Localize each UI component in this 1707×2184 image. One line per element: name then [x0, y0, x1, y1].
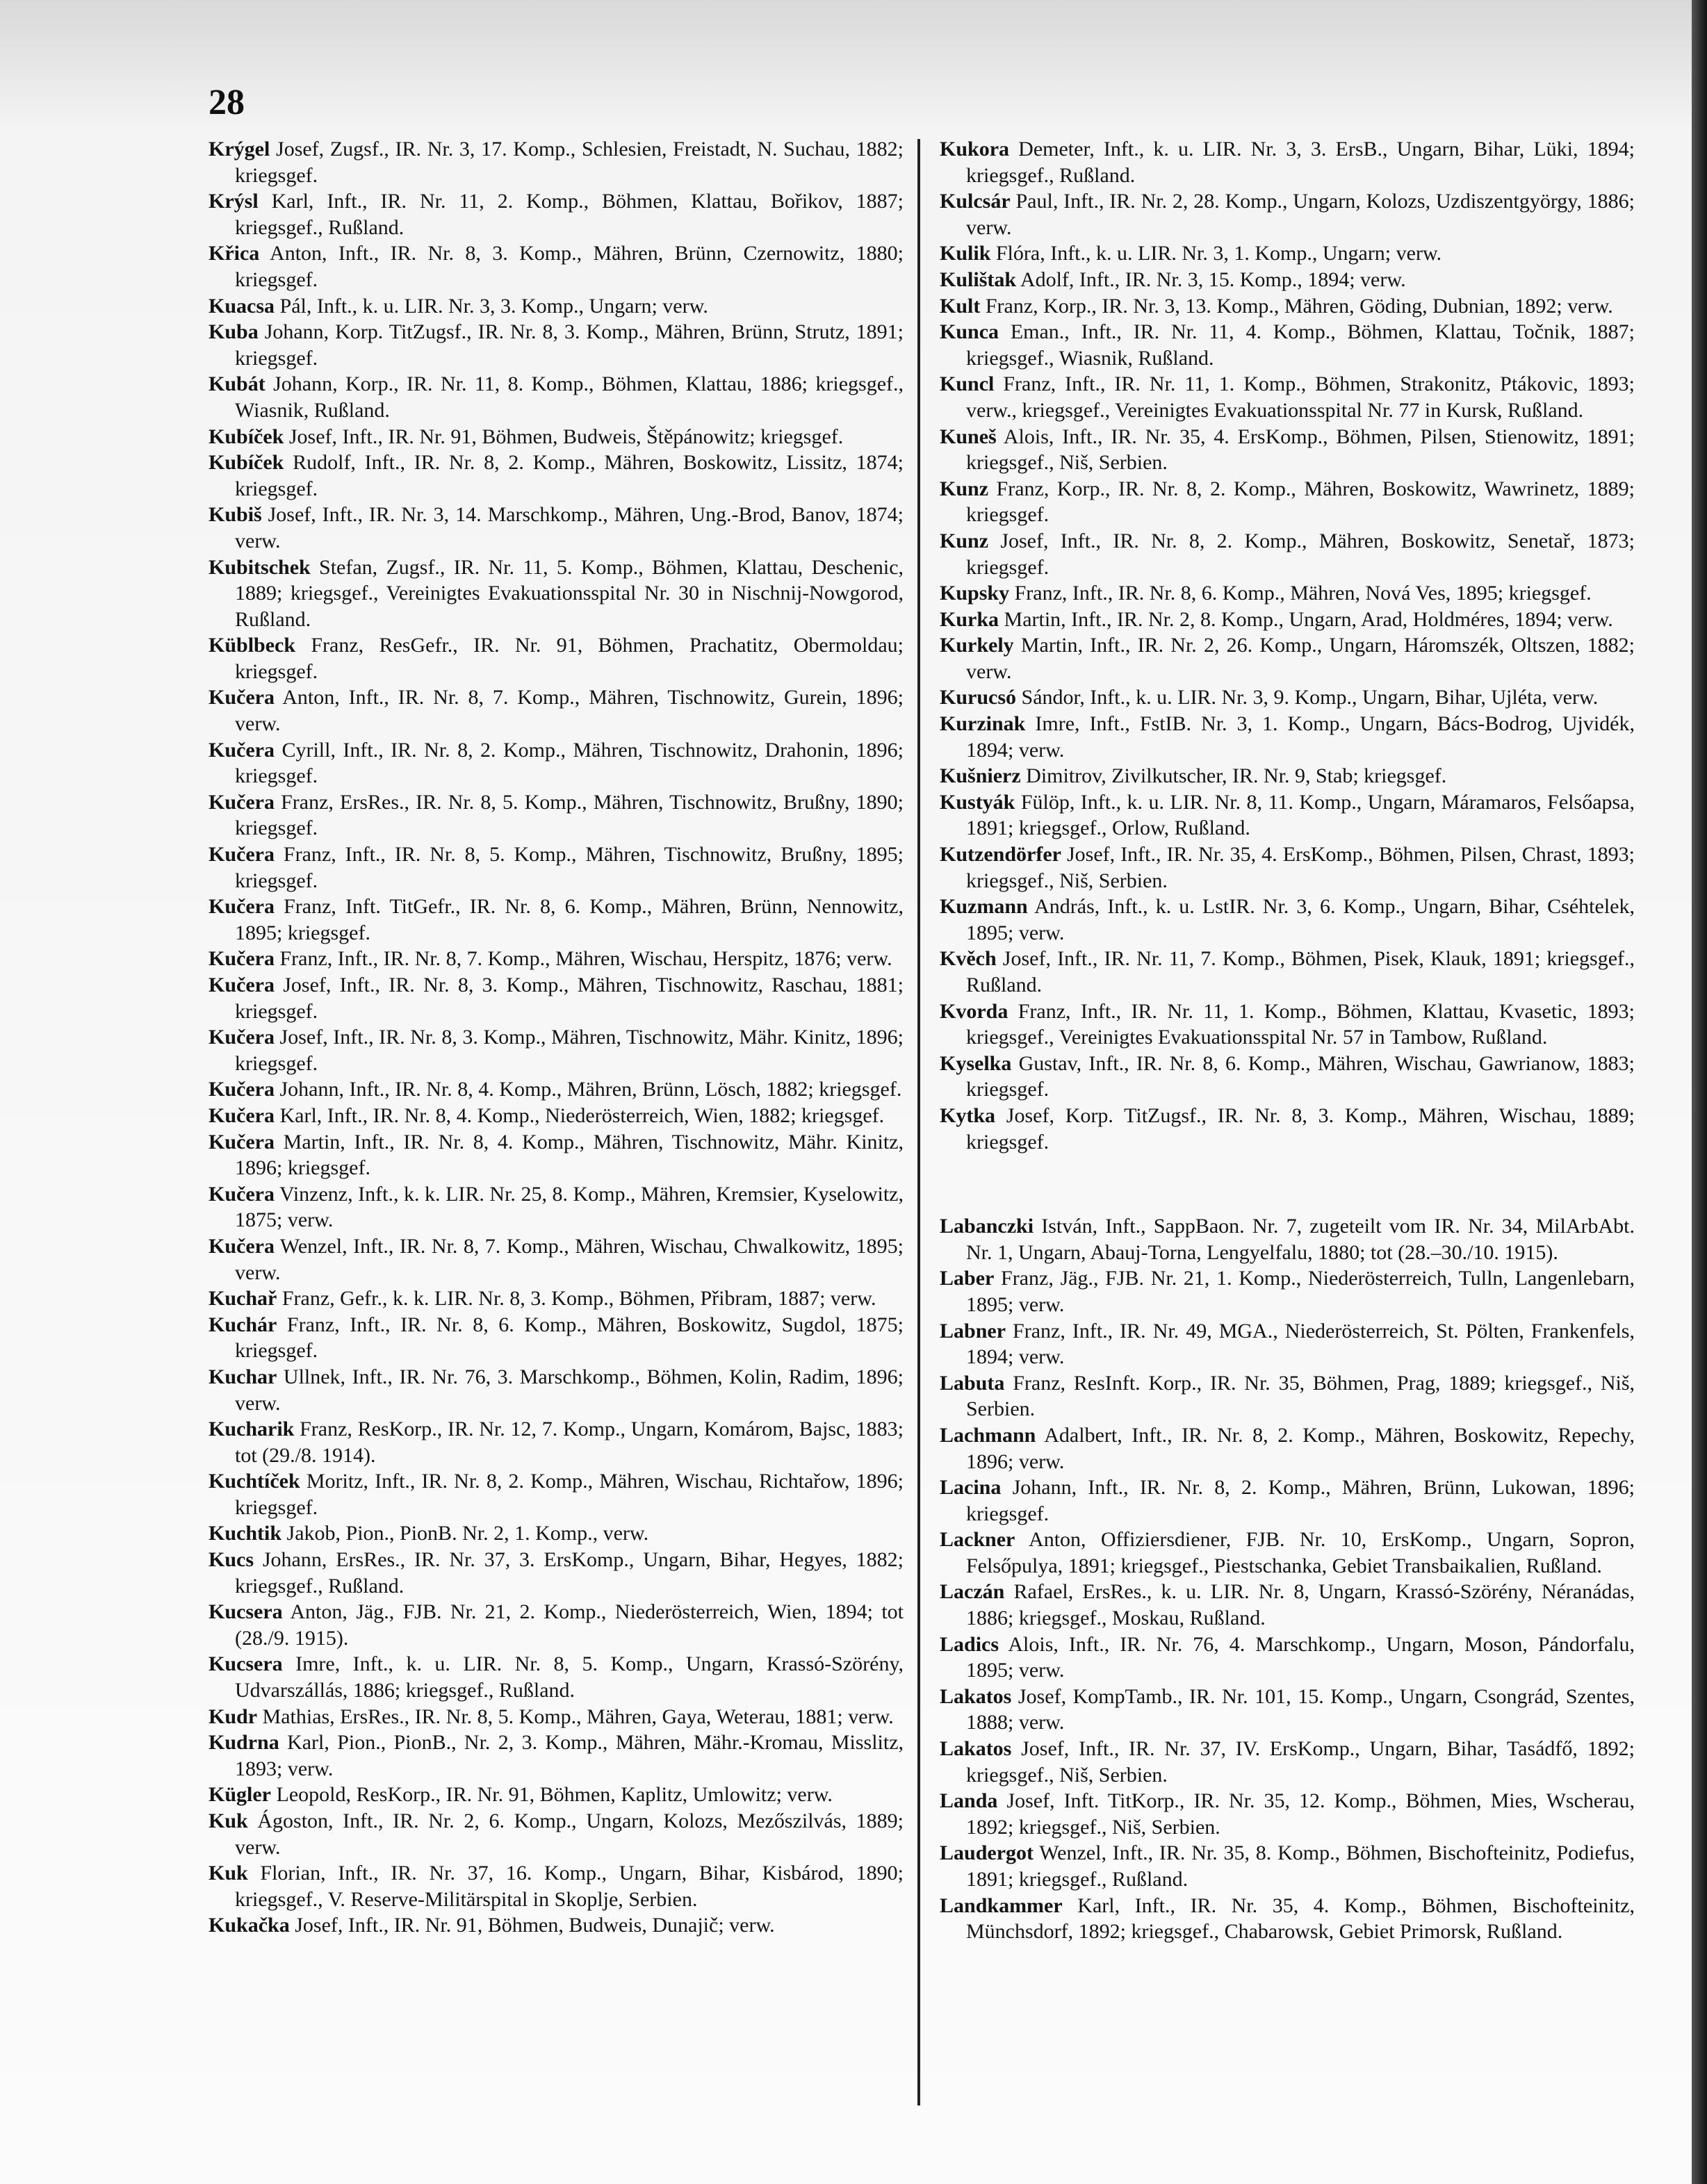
register-entry	[940, 607, 1635, 633]
entry-surname: Kučera	[209, 738, 275, 762]
entry-details: Franz, Inft., IR. Nr. 11, 1. Komp., Böhmen, Klattau, Kvasetic, 1893; kriegsgef., Vereinigtes Evakuationsspital Nr. 57 in Tambow, Rußland.	[966, 999, 1635, 1049]
entry-surname: Kunca	[940, 320, 999, 344]
register-entry	[940, 267, 1635, 293]
entry-details: Adalbert, Inft., IR. Nr. 8, 2. Komp., Mähren, Boskowitz, Repechy, 1896; verw.	[966, 1423, 1635, 1473]
register-entry	[209, 1651, 904, 1703]
register-entry	[209, 502, 904, 554]
register-entry	[209, 632, 904, 684]
entry-details: Franz, Inft., IR. Nr. 8, 6. Komp., Mähren, Boskowitz, Sugdol, 1875; kriegsgef.	[235, 1313, 904, 1363]
entry-details: Franz, Inft., IR. Nr. 8, 6. Komp., Mähren, Nová Ves, 1895; kriegsgef.	[1014, 582, 1592, 605]
register-entry	[209, 1912, 904, 1939]
entry-details: Franz, Korp., IR. Nr. 3, 13. Komp., Mähren, Göding, Dubnian, 1892; verw.	[985, 294, 1613, 318]
entry-surname: Kupsky	[940, 582, 1010, 605]
entry-surname: Kvorda	[940, 999, 1008, 1023]
register-entry	[209, 293, 904, 320]
entry-surname: Kubíček	[209, 451, 284, 475]
register-entry	[940, 424, 1635, 476]
entry-details: Franz, Inft., IR. Nr. 11, 1. Komp., Böhmen, Strakonitz, Ptákovic, 1893; verw., kriegsgef., Vereinigtes Evakuationsspital Nr. 77 in Kursk, Rußland.	[966, 372, 1635, 422]
entry-surname: Kulištak	[940, 268, 1017, 291]
register-entry	[209, 136, 904, 188]
entry-surname: Labanczki	[940, 1215, 1034, 1238]
entry-details: Moritz, Inft., IR. Nr. 8, 2. Komp., Mähren, Wischau, Richtařow, 1896; kriegsgef.	[235, 1470, 904, 1519]
entry-details: Pál, Inft., k. u. LIR. Nr. 3, 3. Komp., Ungarn; verw.	[279, 294, 708, 318]
entry-details: Jakob, Pion., PionB. Nr. 2, 1. Komp., verw.	[286, 1522, 649, 1545]
register-entry	[940, 1893, 1635, 1945]
register-entry	[209, 894, 904, 946]
register-entry	[209, 1860, 904, 1912]
entry-details: Anton, Offiziersdiener, FJB. Nr. 10, ErsKomp., Ungarn, Sopron, Felsőpulya, 1891; kriegsgef., Piestschanka, Gebiet Transbaikalien, Rußland.	[966, 1528, 1635, 1577]
register-entry	[940, 999, 1635, 1051]
register-entry	[209, 1181, 904, 1233]
entry-surname: Kuba	[209, 320, 259, 344]
entry-surname: Kyselka	[940, 1051, 1012, 1075]
register-entry	[209, 972, 904, 1024]
entry-surname: Kušnierz	[940, 764, 1021, 788]
register-entry	[209, 1468, 904, 1520]
entry-details: Franz, Inft., IR. Nr. 8, 7. Komp., Mähren, Wischau, Herspitz, 1876; verw.	[279, 947, 892, 971]
register-entry	[940, 1213, 1635, 1265]
entry-details: Anton, Inft., IR. Nr. 8, 7. Komp., Mähren, Tischnowitz, Gurein, 1896; verw.	[235, 686, 904, 736]
register-entry	[940, 1632, 1635, 1684]
left-column	[209, 136, 904, 2137]
entry-surname: Kučera	[209, 1026, 275, 1049]
register-entry	[940, 188, 1635, 240]
register-entry	[209, 424, 904, 450]
register-entry	[209, 450, 904, 502]
entry-details: Sándor, Inft., k. u. LIR. Nr. 3, 9. Komp., Ungarn, Bihar, Ujléta, verw.	[1021, 686, 1599, 709]
register-entry	[209, 1547, 904, 1599]
entry-surname: Krýgel	[209, 138, 270, 161]
entry-surname: Labner	[940, 1319, 1006, 1343]
register-entry	[940, 580, 1635, 607]
entry-details: Paul, Inft., IR. Nr. 2, 28. Komp., Ungarn, Kolozs, Uzdiszentgyörgy, 1886; verw.	[966, 190, 1635, 239]
entry-surname: Kustyák	[940, 790, 1015, 814]
entry-details: Franz, Inft. TitGefr., IR. Nr. 8, 6. Komp., Mähren, Brünn, Nennowitz, 1895; kriegsgef.	[235, 895, 904, 944]
register-entry	[940, 319, 1635, 371]
entry-details: Josef, Inft., IR. Nr. 11, 7. Komp., Böhmen, Pisek, Klauk, 1891; kriegsgef., Rußland.	[966, 947, 1635, 996]
entry-details: Vinzenz, Inft., k. k. LIR. Nr. 25, 8. Komp., Mähren, Kremsier, Kyselowitz, 1875; verw.	[235, 1182, 904, 1232]
entry-details: Karl, Pion., PionB., Nr. 2, 3. Komp., Mähren, Mähr.-Kromau, Misslitz, 1893; verw.	[235, 1731, 904, 1780]
register-entry	[940, 240, 1635, 267]
entry-surname: Kučera	[209, 1234, 275, 1258]
register-entry	[940, 136, 1635, 188]
entry-details: Franz, ResKorp., IR. Nr. 12, 7. Komp., Ungarn, Komárom, Bajsc, 1883; tot (29./8. 1914).	[235, 1418, 904, 1467]
entry-details: Anton, Inft., IR. Nr. 8, 3. Komp., Mähren, Brünn, Czernowitz, 1880; kriegsgef.	[235, 242, 904, 291]
entry-surname: Kvěch	[940, 947, 997, 971]
entry-details: Josef, Inft., IR. Nr. 8, 3. Komp., Mähren, Tischnowitz, Raschau, 1881; kriegsgef.	[235, 974, 904, 1023]
entry-surname: Lacina	[940, 1476, 1002, 1500]
entry-surname: Kučera	[209, 947, 275, 971]
entry-surname: Kurka	[940, 607, 999, 631]
register-entry	[940, 1840, 1635, 1892]
entry-details: Leopold, ResKorp., IR. Nr. 91, Böhmen, Kaplitz, Umlowitz; verw.	[276, 1783, 833, 1807]
entry-surname: Laczán	[940, 1580, 1005, 1604]
entry-details: Alois, Inft., IR. Nr. 35, 4. ErsKomp., Böhmen, Pilsen, Stienowitz, 1891; kriegsgef., Niš, Serbien.	[966, 425, 1635, 475]
register-entry	[940, 1788, 1635, 1840]
register-entry	[940, 371, 1635, 423]
register-entry	[940, 763, 1635, 789]
entry-surname: Kuneš	[940, 425, 997, 448]
register-entry	[940, 789, 1635, 841]
entry-details: Wenzel, Inft., IR. Nr. 35, 8. Komp., Böhmen, Bischofteinitz, Podiefus, 1891; kriegsgef., Rußland.	[966, 1841, 1635, 1891]
entry-details: Franz, Korp., IR. Nr. 8, 2. Komp., Mähren, Boskowitz, Wawrinetz, 1889; kriegsgef.	[966, 477, 1635, 527]
register-entry	[940, 1736, 1635, 1788]
entry-details: Fülöp, Inft., k. u. LIR. Nr. 8, 11. Komp., Ungarn, Máramaros, Felsőapsa, 1891; kriegsgef., Orlow, Rußland.	[966, 790, 1635, 840]
entry-details: Karl, Inft., IR. Nr. 35, 4. Komp., Böhmen, Bischofteinitz, Münchsdorf, 1892; kriegsgef., Chabarowsk, Gebiet Primorsk, Rußland.	[966, 1894, 1635, 1944]
register-entry	[209, 188, 904, 240]
entry-surname: Labuta	[940, 1371, 1005, 1395]
register-entry	[209, 789, 904, 841]
entry-surname: Kurucsó	[940, 686, 1017, 709]
page-number: 28	[209, 83, 245, 122]
entry-details: Imre, Inft., FstIB. Nr. 3, 1. Komp., Ungarn, Bács-Bodrog, Ujvidék, 1894; verw.	[966, 712, 1635, 762]
register-entry	[209, 841, 904, 894]
register-entry	[209, 1312, 904, 1364]
entry-surname: Lackner	[940, 1528, 1015, 1552]
entry-details: Franz, Gefr., k. k. LIR. Nr. 8, 3. Komp., Böhmen, Přibram, 1887; verw.	[281, 1287, 876, 1311]
entry-details: Franz, ResGefr., IR. Nr. 91, Böhmen, Prachatitz, Obermoldau; kriegsgef.	[235, 634, 904, 683]
entry-details: Karl, Inft., IR. Nr. 11, 2. Komp., Böhmen, Klattau, Bořikov, 1887; kriegsgef., Rußland.	[235, 190, 904, 239]
register-entry	[209, 1782, 904, 1808]
entry-surname: Kunz	[940, 529, 989, 552]
entry-details: Mathias, ErsRes., IR. Nr. 8, 5. Komp., Mähren, Gaya, Weterau, 1881; verw.	[262, 1705, 894, 1728]
entry-surname: Kudrna	[209, 1731, 279, 1755]
entry-surname: Kuchtik	[209, 1522, 282, 1545]
entry-details: Martin, Inft., IR. Nr. 8, 4. Komp., Mähren, Tischnowitz, Mähr. Kinitz, 1896; kriegsgef.	[235, 1130, 904, 1180]
register-entry	[209, 319, 904, 371]
entry-surname: Kügler	[209, 1783, 271, 1807]
entry-surname: Kučera	[209, 895, 275, 919]
register-entry	[209, 1808, 904, 1860]
entry-surname: Kunz	[940, 477, 989, 500]
entry-details: Imre, Inft., k. u. LIR. Nr. 8, 5. Komp., Ungarn, Krassó-Szörény, Udvarszállás, 1886; kriegsgef., Rußland.	[235, 1652, 904, 1702]
register-entry	[940, 1422, 1635, 1475]
entry-surname: Landkammer	[940, 1894, 1063, 1917]
entry-surname: Kuchař	[209, 1287, 277, 1311]
entry-details: Rudolf, Inft., IR. Nr. 8, 2. Komp., Mähren, Boskowitz, Lissitz, 1874; kriegsgef.	[235, 451, 904, 500]
entry-details: Josef, Inft., IR. Nr. 8, 3. Komp., Mähren, Tischnowitz, Mähr. Kinitz, 1896; kriegsgef.	[235, 1026, 904, 1075]
register-entry	[209, 555, 904, 633]
column-divider	[917, 139, 920, 2105]
entry-details: Gustav, Inft., IR. Nr. 8, 6. Komp., Mähren, Wischau, Gawrianow, 1883; kriegsgef.	[966, 1051, 1635, 1101]
entry-details: Johann, ErsRes., IR. Nr. 37, 3. ErsKomp., Ungarn, Bihar, Hegyes, 1882; kriegsgef., Rußland.	[235, 1548, 904, 1598]
entry-surname: Kucs	[209, 1548, 254, 1572]
entry-details: István, Inft., SappBaon. Nr. 7, zugeteilt vom IR. Nr. 34, MilArbAbt. Nr. 1, Ungarn, Abauj-Torna, Lengyelfalu, 1880; tot (28.–30./10. 1915).	[966, 1215, 1635, 1264]
entry-details: Wenzel, Inft., IR. Nr. 8, 7. Komp., Mähren, Wischau, Chwalkowitz, 1895; verw.	[235, 1234, 904, 1284]
register-entry	[209, 1103, 904, 1129]
register-entry	[209, 1076, 904, 1103]
entry-surname: Lakatos	[940, 1684, 1012, 1708]
entry-surname: Kuncl	[940, 372, 995, 396]
entry-details: Cyrill, Inft., IR. Nr. 8, 2. Komp., Mähren, Tischnowitz, Drahonin, 1896; kriegsgef.	[235, 738, 904, 788]
entry-details: Florian, Inft., IR. Nr. 37, 16. Komp., Ungarn, Bihar, Kisbárod, 1890; kriegsgef., V. Reserve-Militärspital in Skoplje, Serbien.	[235, 1862, 904, 1911]
entry-surname: Kuk	[209, 1809, 248, 1832]
register-entry	[209, 1416, 904, 1468]
register-entry	[940, 1579, 1635, 1631]
entry-details: Anton, Jäg., FJB. Nr. 21, 2. Komp., Niederösterreich, Wien, 1894; tot (28./9. 1915).	[235, 1600, 904, 1650]
entry-surname: Křica	[209, 242, 260, 265]
register-entry	[209, 946, 904, 972]
entry-details: Johann, Korp., IR. Nr. 11, 8. Komp., Böhmen, Klattau, 1886; kriegsgef., Wiasnik, Rußland.	[235, 372, 904, 422]
entry-details: Franz, ErsRes., IR. Nr. 8, 5. Komp., Mähren, Tischnowitz, Brußny, 1890; kriegsgef.	[235, 790, 904, 840]
entry-details: Adolf, Inft., IR. Nr. 3, 15. Komp., 1894; verw.	[1020, 268, 1406, 291]
entry-details: Josef, Inft., IR. Nr. 8, 2. Komp., Mähren, Boskowitz, Senetař, 1873; kriegsgef.	[966, 529, 1635, 579]
register-entry	[209, 737, 904, 789]
entry-surname: Kuchtíček	[209, 1470, 300, 1493]
entry-surname: Kučera	[209, 974, 275, 996]
entry-details: Franz, ResInft. Korp., IR. Nr. 35, Böhmen, Prag, 1889; kriegsgef., Niš, Serbien.	[966, 1371, 1635, 1421]
register-entry	[940, 711, 1635, 763]
register-entry	[940, 632, 1635, 684]
entry-details: Demeter, Inft., k. u. LIR. Nr. 3, 3. ErsB., Ungarn, Bihar, Lüki, 1894; kriegsgef., Rußland.	[966, 138, 1635, 187]
entry-surname: Laudergot	[940, 1841, 1034, 1865]
register-entry	[209, 1730, 904, 1782]
register-entry	[209, 1024, 904, 1076]
entry-details: Josef, Inft., IR. Nr. 3, 14. Marschkomp., Mähren, Ung.-Brod, Banov, 1874; verw.	[235, 503, 904, 552]
entry-surname: Ladics	[940, 1632, 999, 1656]
entry-surname: Kucharik	[209, 1418, 295, 1441]
entry-surname: Lachmann	[940, 1423, 1036, 1447]
entry-surname: Kučera	[209, 686, 275, 709]
register-entry	[940, 894, 1635, 946]
entry-surname: Kučera	[209, 1130, 275, 1153]
entry-surname: Kuchár	[209, 1313, 277, 1336]
entry-surname: Landa	[940, 1789, 998, 1813]
entry-surname: Kuk	[209, 1862, 248, 1885]
entry-details: Rafael, ErsRes., k. u. LIR. Nr. 8, Ungarn, Krassó-Szörény, Néranádas, 1886; kriegsgef., Moskau, Rußland.	[966, 1580, 1635, 1630]
scan-edge	[1692, 0, 1707, 2184]
entry-surname: Kuchar	[209, 1365, 277, 1388]
entry-details: Alois, Inft., IR. Nr. 76, 4. Marschkomp., Ungarn, Moson, Pándorfalu, 1895; verw.	[966, 1632, 1635, 1682]
register-entry	[940, 1051, 1635, 1103]
right-column	[940, 136, 1635, 2137]
entry-details: Franz, Inft., IR. Nr. 49, MGA., Niederösterreich, St. Pölten, Frankenfels, 1894; verw.	[966, 1319, 1635, 1369]
entry-surname: Kutzendörfer	[940, 843, 1061, 867]
entry-surname: Kucsera	[209, 1600, 283, 1624]
entry-surname: Kult	[940, 294, 981, 318]
entry-surname: Kubitschek	[209, 555, 311, 579]
register-entry	[209, 684, 904, 737]
entry-details: Ullnek, Inft., IR. Nr. 76, 3. Marschkomp., Böhmen, Kolin, Radim, 1896; verw.	[235, 1365, 904, 1415]
register-entry	[940, 684, 1635, 711]
entry-details: Stefan, Zugsf., IR. Nr. 11, 5. Komp., Böhmen, Klattau, Deschenic, 1889; kriegsgef., Vereinigtes Evakuationsspital Nr. 30 in Nischnij-Nowgorod, Rußland.	[235, 555, 904, 631]
entry-details: Josef, Inft., IR. Nr. 35, 4. ErsKomp., Böhmen, Pilsen, Chrast, 1893; kriegsgef., Niš, Serbien.	[966, 843, 1635, 892]
entry-surname: Kučera	[209, 843, 275, 867]
register-entry	[209, 240, 904, 293]
entry-surname: Kukora	[940, 138, 1010, 161]
register-entry	[209, 1129, 904, 1181]
entry-details: Martin, Inft., IR. Nr. 2, 26. Komp., Ungarn, Háromszék, Oltszen, 1882; verw.	[966, 634, 1635, 683]
register-entry	[940, 841, 1635, 894]
entry-details: Josef, Inft. TitKorp., IR. Nr. 35, 12. Komp., Böhmen, Mies, Wscherau, 1892; kriegsgef., Niš, Serbien.	[966, 1789, 1635, 1839]
entry-surname: Kytka	[940, 1103, 996, 1127]
entry-surname: Kubíček	[209, 425, 284, 448]
entry-surname: Kučera	[209, 1078, 275, 1101]
register-entry	[940, 1265, 1635, 1317]
entry-details: Franz, Inft., IR. Nr. 8, 5. Komp., Mähren, Tischnowitz, Brußny, 1895; kriegsgef.	[235, 843, 904, 892]
register-entry	[209, 1704, 904, 1730]
entry-surname: Küblbeck	[209, 634, 296, 657]
register-entry	[940, 1684, 1635, 1736]
register-entry	[940, 1370, 1635, 1422]
entry-details: András, Inft., k. u. LstIR. Nr. 3, 6. Komp., Ungarn, Bihar, Cséhtelek, 1895; verw.	[966, 895, 1635, 944]
register-entry	[940, 1318, 1635, 1370]
register-entry	[940, 293, 1635, 320]
entry-details: Karl, Inft., IR. Nr. 8, 4. Komp., Niederösterreich, Wien, 1882; kriegsgef.	[279, 1103, 885, 1127]
register-entry	[940, 946, 1635, 998]
entry-details: Johann, Inft., IR. Nr. 8, 4. Komp., Mähren, Brünn, Lösch, 1882; kriegsgef.	[279, 1078, 902, 1101]
register-entry	[940, 476, 1635, 528]
entry-surname: Laber	[940, 1267, 995, 1290]
register-entry	[940, 528, 1635, 580]
entry-surname: Kucsera	[209, 1652, 283, 1676]
entry-details: Josef, Inft., IR. Nr. 37, IV. ErsKomp., Ungarn, Bihar, Tasádfő, 1892; kriegsgef., Niš, Serbien.	[966, 1737, 1635, 1787]
entry-surname: Kučera	[209, 1103, 275, 1127]
entry-surname: Kulcsár	[940, 190, 1011, 213]
entry-details: Martin, Inft., IR. Nr. 2, 8. Komp., Ungarn, Arad, Holdméres, 1894; verw.	[1004, 607, 1613, 631]
entry-details: Johann, Korp. TitZugsf., IR. Nr. 8, 3. Komp., Mähren, Brünn, Strutz, 1891; kriegsgef.	[235, 320, 904, 370]
entry-details: Dimitrov, Zivilkutscher, IR. Nr. 9, Stab; kriegsgef.	[1026, 764, 1447, 788]
entry-surname: Kudr	[209, 1705, 258, 1728]
entry-surname: Lakatos	[940, 1737, 1012, 1761]
entry-details: Eman., Inft., IR. Nr. 11, 4. Komp., Böhmen, Klattau, Točnik, 1887; kriegsgef., Wiasnik, Rußland.	[966, 320, 1635, 370]
register-entry	[940, 1527, 1635, 1579]
entry-details: Josef, Inft., IR. Nr. 91, Böhmen, Budweis, Dunajič; verw.	[295, 1914, 775, 1937]
entry-details: Josef, Inft., IR. Nr. 91, Böhmen, Budweis, Štěpánowitz; kriegsgef.	[288, 425, 844, 448]
entry-details: Franz, Jäg., FJB. Nr. 21, 1. Komp., Niederösterreich, Tulln, Langenlebarn, 1895; verw.	[966, 1267, 1635, 1316]
register-entry	[209, 1364, 904, 1416]
entry-details: Josef, Korp. TitZugsf., IR. Nr. 8, 3. Komp., Mähren, Wischau, 1889; kriegsgef.	[966, 1103, 1635, 1153]
entry-surname: Kučera	[209, 790, 275, 814]
entry-surname: Kulik	[940, 242, 991, 265]
register-entry	[209, 1520, 904, 1547]
entry-surname: Krýsl	[209, 190, 259, 213]
entry-surname: Kubiš	[209, 503, 262, 527]
entry-surname: Kurkely	[940, 634, 1014, 657]
entry-details: Ágoston, Inft., IR. Nr. 2, 6. Komp., Ungarn, Kolozs, Mezőszilvás, 1889; verw.	[235, 1809, 904, 1859]
register-entry	[209, 1233, 904, 1286]
section-break	[940, 1155, 1635, 1213]
entry-details: Johann, Inft., IR. Nr. 8, 2. Komp., Mähren, Brünn, Lukowan, 1896; kriegsgef.	[966, 1476, 1635, 1525]
entry-details: Flóra, Inft., k. u. LIR. Nr. 3, 1. Komp., Ungarn; verw.	[995, 242, 1442, 265]
register-entry	[209, 371, 904, 423]
entry-surname: Kurzinak	[940, 712, 1026, 736]
entry-surname: Kuacsa	[209, 294, 275, 318]
entry-surname: Kuzmann	[940, 895, 1028, 919]
register-entry	[209, 1286, 904, 1312]
register-entry	[940, 1103, 1635, 1155]
register-entry	[940, 1475, 1635, 1527]
register-entry	[209, 1599, 904, 1651]
entry-details: Josef, Zugsf., IR. Nr. 3, 17. Komp., Schlesien, Freistadt, N. Suchau, 1882; kriegsgef.	[235, 138, 904, 187]
entry-details: Josef, KompTamb., IR. Nr. 101, 15. Komp., Ungarn, Csongrád, Szentes, 1888; verw.	[966, 1684, 1635, 1734]
entry-surname: Kubát	[209, 372, 266, 396]
entry-surname: Kučera	[209, 1182, 275, 1206]
entry-surname: Kukačka	[209, 1914, 290, 1937]
